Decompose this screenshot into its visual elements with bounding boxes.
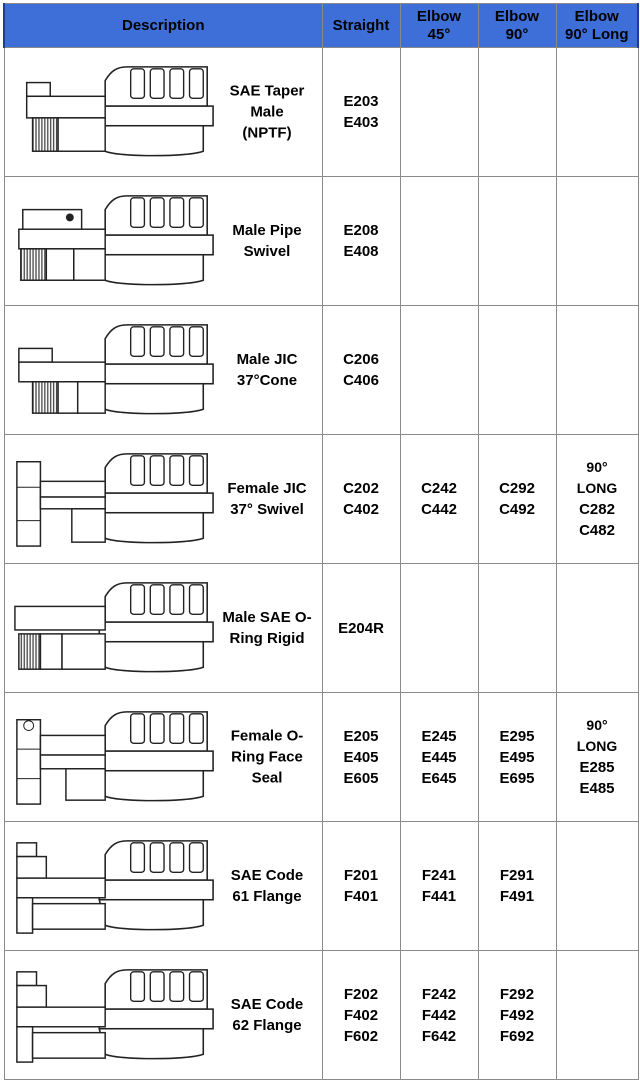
elbow-90-long-cell	[556, 693, 638, 822]
elbow-45-cell	[400, 435, 478, 564]
part-code: E205	[343, 727, 379, 745]
elbow-90-cell	[478, 693, 556, 822]
straight-cell	[322, 564, 400, 693]
elbow-45-cell	[400, 564, 478, 693]
elbow-90-cell	[478, 822, 556, 951]
header-elbow-90: Elbow 90°	[478, 4, 556, 48]
table-row	[4, 435, 638, 564]
part-code: E605	[343, 769, 379, 787]
fitting-illustration	[11, 60, 217, 164]
fitting-illustration	[11, 576, 217, 680]
fitting-name-line: Male SAE O-	[222, 609, 312, 626]
fitting-name	[217, 865, 318, 907]
part-code: F602	[343, 1027, 379, 1045]
part-code: C242	[421, 480, 457, 497]
fitting-name-line: 62 Flange	[232, 1017, 302, 1034]
fitting-name	[217, 726, 318, 789]
fitting-name	[217, 478, 318, 520]
fitting-illustration	[11, 447, 217, 551]
fitting-name-line: Male Pipe	[232, 222, 302, 239]
header-description: Description	[4, 4, 322, 48]
header-row	[4, 4, 638, 48]
fitting-name-line: Ring Face	[231, 748, 303, 766]
fitting-illustration	[11, 963, 217, 1067]
part-code: C206	[343, 351, 379, 368]
part-code: F642	[421, 1027, 457, 1045]
part-code: F291	[499, 867, 535, 884]
part-code: F401	[343, 888, 379, 905]
part-code: E208	[343, 222, 379, 239]
part-code: C402	[343, 501, 379, 518]
part-code: E245	[421, 727, 457, 745]
fitting-name-line: SAE Code	[230, 996, 304, 1013]
description-cell	[4, 306, 322, 435]
long-note: 90°	[586, 459, 608, 475]
straight-cell	[322, 822, 400, 951]
part-code: F201	[343, 867, 379, 884]
fitting-name-line: SAE Code	[230, 867, 304, 884]
part-code: F402	[343, 1006, 379, 1024]
fitting-name-line: Swivel	[243, 243, 291, 260]
fitting-name-line: Male	[250, 103, 284, 121]
part-code: C282	[579, 501, 615, 518]
description-cell	[4, 564, 322, 693]
part-code: F492	[499, 1006, 535, 1024]
part-code: F241	[421, 867, 457, 884]
fitting-illustration	[11, 834, 217, 938]
part-code: C442	[421, 501, 457, 518]
part-code: F202	[343, 985, 379, 1003]
header-elbow-90-long: Elbow 90° Long	[556, 4, 638, 48]
part-code: C482	[579, 522, 615, 539]
description-cell	[4, 822, 322, 951]
part-code: C202	[343, 480, 379, 497]
fitting-name-line: SAE Taper	[229, 82, 305, 100]
description-cell	[4, 177, 322, 306]
part-code: E403	[343, 114, 379, 131]
part-code: C492	[499, 501, 535, 518]
straight-cell	[322, 693, 400, 822]
elbow-45-cell	[400, 177, 478, 306]
part-code: E203	[343, 93, 379, 110]
straight-cell	[322, 951, 400, 1080]
elbow-45-cell	[400, 48, 478, 177]
straight-cell	[322, 48, 400, 177]
elbow-90-cell	[478, 564, 556, 693]
table-row	[4, 822, 638, 951]
fitting-illustration	[11, 705, 217, 809]
fitting-name-line: Ring Rigid	[229, 630, 305, 647]
part-code: E285	[579, 759, 615, 776]
description-cell	[4, 48, 322, 177]
part-code: E408	[343, 243, 379, 260]
fitting-name	[217, 994, 318, 1036]
fitting-name-line: Female JIC	[227, 480, 307, 497]
fitting-name	[217, 349, 318, 391]
description-cell	[4, 435, 322, 564]
part-code: E695	[499, 769, 535, 787]
header-straight: Straight	[322, 4, 400, 48]
fitting-name-line: (NPTF)	[242, 124, 292, 142]
fitting-name-line: 37°Cone	[236, 372, 298, 389]
elbow-45-cell	[400, 306, 478, 435]
part-code: F442	[421, 1006, 457, 1024]
fitting-name-line: Female O-	[230, 727, 304, 745]
elbow-90-long-cell	[556, 48, 638, 177]
fitting-name-line: 37° Swivel	[230, 501, 304, 518]
fitting-name	[217, 81, 318, 144]
fitting-name-line: 61 Flange	[232, 888, 302, 905]
part-code: F292	[499, 985, 535, 1003]
fitting-illustration	[11, 318, 217, 422]
elbow-90-long-cell	[556, 822, 638, 951]
part-code: F441	[421, 888, 457, 905]
straight-cell	[322, 306, 400, 435]
elbow-90-cell	[478, 306, 556, 435]
fitting-illustration	[11, 189, 217, 293]
table-row	[4, 306, 638, 435]
description-cell	[4, 693, 322, 822]
straight-cell	[322, 177, 400, 306]
table-row	[4, 48, 638, 177]
part-code: F491	[499, 888, 535, 905]
elbow-90-long-cell	[556, 564, 638, 693]
part-code: C292	[499, 480, 535, 497]
part-code: E645	[421, 769, 457, 787]
elbow-45-cell	[400, 693, 478, 822]
elbow-90-long-cell	[556, 435, 638, 564]
part-code: E295	[499, 727, 535, 745]
part-code: C406	[343, 372, 379, 389]
elbow-90-cell	[478, 177, 556, 306]
part-code: E485	[579, 780, 615, 797]
elbow-45-cell	[400, 822, 478, 951]
header-elbow-45: Elbow 45°	[400, 4, 478, 48]
table-row	[4, 693, 638, 822]
description-cell	[4, 951, 322, 1080]
table-row	[4, 951, 638, 1080]
long-note: 90°	[586, 717, 608, 733]
elbow-90-long-cell	[556, 306, 638, 435]
elbow-90-long-cell	[556, 951, 638, 1080]
part-code: E445	[421, 748, 457, 766]
fittings-table	[3, 3, 639, 1080]
fitting-name	[217, 220, 318, 262]
long-note: LONG	[576, 738, 618, 754]
elbow-90-cell	[478, 48, 556, 177]
elbow-90-cell	[478, 435, 556, 564]
table-row	[4, 177, 638, 306]
part-code: E204R	[338, 619, 384, 637]
long-note: LONG	[576, 480, 618, 496]
fitting-name	[217, 607, 318, 649]
part-code: F692	[499, 1027, 535, 1045]
table-row	[4, 564, 638, 693]
part-code: E405	[343, 748, 379, 766]
fitting-name-line: Male JIC	[236, 351, 298, 368]
straight-cell	[322, 435, 400, 564]
elbow-45-cell	[400, 951, 478, 1080]
fitting-name-line: Seal	[251, 769, 283, 787]
elbow-90-long-cell	[556, 177, 638, 306]
part-code: E495	[499, 748, 535, 766]
part-code: F242	[421, 985, 457, 1003]
elbow-90-cell	[478, 951, 556, 1080]
